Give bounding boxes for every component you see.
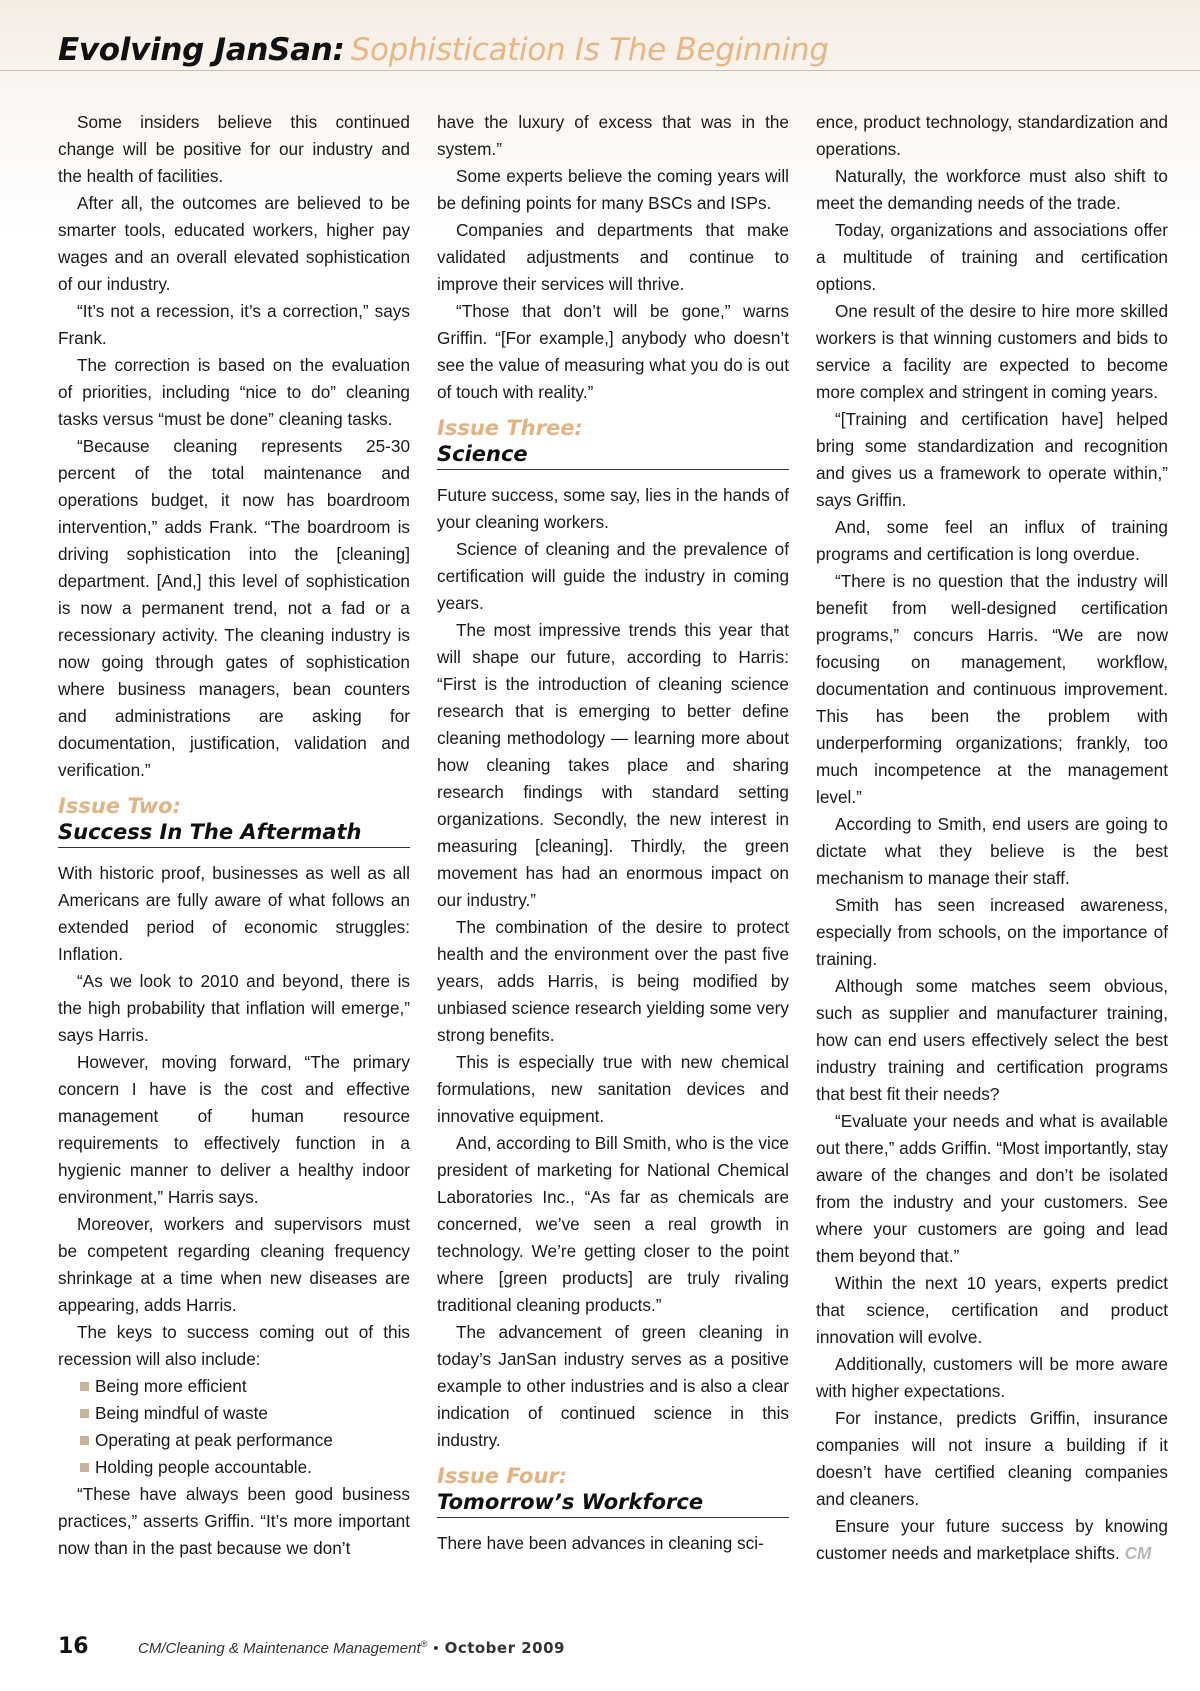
column-2: [437, 109, 789, 1557]
list-item-text: Operating at peak performance: [95, 1430, 333, 1450]
issue-date: October 2009: [444, 1639, 565, 1657]
registered-mark: ®: [420, 1639, 428, 1649]
paragraph: And, some feel an influx of training programs and certification is long overdue.: [816, 517, 1168, 564]
paragraph: Science of cleaning and the prevalence of certification will guide the industry in coming years.: [437, 539, 789, 613]
paragraph: The advancement of green cleaning in today’s JanSan industry serves as a positive example to other industries and is also a clear indication of continued science in this industry.: [437, 1322, 789, 1450]
paragraph: “Those that don’t will be gone,” warns Griffin. “[For example,] anybody who doesn’t see the value of measuring what you do is out of touch with reality.”: [437, 301, 789, 402]
section-number: Issue Three:: [437, 416, 583, 440]
paragraph: ence, product technology, standardization and operations.: [816, 112, 1168, 159]
title-series: Evolving JanSan:: [58, 32, 345, 68]
paragraph: “It’s not a recession, it’s a correction,” says Frank.: [58, 301, 410, 348]
paragraph: After all, the outcomes are believed to be smarter tools, educated workers, higher pay wages and an overall elevated sophistication of our industry.: [58, 193, 410, 294]
paragraph: Within the next 10 years, experts predict that science, certification and product innovation will evolve.: [816, 1273, 1168, 1347]
paragraph: This is especially true with new chemical formulations, new sanitation devices and innovative equipment.: [437, 1052, 789, 1126]
end-mark: CM: [1124, 1543, 1152, 1563]
paragraph: According to Smith, end users are going to dictate what they believe is the best mechanism to manage their staff.: [816, 814, 1168, 888]
paragraph: “These have always been good business practices,” asserts Griffin. “It’s more important now than in the past because we don’t: [58, 1484, 410, 1558]
header-rule: [0, 70, 1200, 71]
keys-list: [58, 1373, 410, 1481]
paragraph: Naturally, the workforce must also shift to meet the demanding needs of the trade.: [816, 166, 1168, 213]
paragraph: And, according to Bill Smith, who is the vice president of marketing for National Chemical Laboratories Inc., “As far as chemicals are concerned, we’ve seen a real growth in technology. We’re getting closer to the point where [green products] are truly rivaling traditional cleaning products.”: [437, 1133, 789, 1315]
magazine-name: [138, 1640, 427, 1657]
section-heading-issue-three: [437, 415, 789, 470]
list-item: [80, 1373, 410, 1400]
page-number: 16: [58, 1634, 89, 1659]
paragraph: Smith has seen increased awareness, especially from schools, on the importance of training.: [816, 895, 1168, 969]
section-title: Science: [437, 442, 528, 466]
closing-paragraph: [816, 1513, 1168, 1567]
page-footer: [58, 1634, 565, 1659]
paragraph: One result of the desire to hire more skilled workers is that winning customers and bids to service a facility are expected to become more complex and stringent in coming years.: [816, 301, 1168, 402]
paragraph: “There is no question that the industry will benefit from well-designed certification programs,” concurs Harris. “We are now focusing on management, workflow, documentation and continuous improvement. This has been the problem with underperforming organizations; frankly, too much incompetence at the management level.”: [816, 571, 1168, 807]
footer-separator: •: [433, 1640, 439, 1657]
square-bullet-icon: [80, 1463, 89, 1472]
paragraph: Additionally, customers will be more aware with higher expectations.: [816, 1354, 1168, 1401]
paragraph: “Evaluate your needs and what is available out there,” adds Griffin. “Most importantly, stay aware of the changes and don’t be isolated from the industry and your customers. See where your customers are going and lead them beyond that.”: [816, 1111, 1168, 1266]
column-1: [58, 109, 410, 1562]
paragraph: The keys to success coming out of this recession will also include:: [58, 1322, 410, 1369]
paragraph: Today, organizations and associations offer a multitude of training and certification options.: [816, 220, 1168, 294]
section-number: Issue Four:: [437, 1464, 568, 1488]
paragraph: “[Training and certification have] helped bring some standardization and recognition and gives us a framework to operate within,” says Griffin.: [816, 409, 1168, 510]
page-title: [58, 32, 829, 68]
section-heading-issue-two: [58, 793, 410, 848]
closing-text: Ensure your future success by knowing customer needs and marketplace shifts.: [816, 1516, 1168, 1563]
title-headline: Sophistication Is The Beginning: [350, 32, 829, 68]
section-heading-issue-four: [437, 1463, 789, 1518]
paragraph: For instance, predicts Griffin, insurance companies will not insure a building if it doesn’t have certified cleaning companies and cleaners.: [816, 1408, 1168, 1509]
paragraph: Future success, some say, lies in the hands of your cleaning workers.: [437, 485, 789, 532]
list-item: [80, 1454, 410, 1481]
list-item: [80, 1400, 410, 1427]
square-bullet-icon: [80, 1382, 89, 1391]
paragraph: However, moving forward, “The primary concern I have is the cost and effective management of human resource requirements to effectively function in a hygienic manner to deliver a healthy indoor environment,” Harris says.: [58, 1052, 410, 1207]
list-item-text: Being mindful of waste: [95, 1403, 268, 1423]
paragraph: There have been advances in cleaning sci-: [437, 1533, 764, 1553]
paragraph: Moreover, workers and supervisors must be competent regarding cleaning frequency shrinkage at a time when new diseases are appearing, adds Harris.: [58, 1214, 410, 1315]
section-number: Issue Two:: [58, 794, 181, 818]
section-title: Tomorrow’s Workforce: [437, 1490, 704, 1514]
section-title: Success In The Aftermath: [58, 820, 362, 844]
paragraph: Some experts believe the coming years will be defining points for many BSCs and ISPs.: [437, 166, 789, 213]
column-3: [816, 109, 1168, 1567]
paragraph: The combination of the desire to protect health and the environment over the past five years, adds Harris, is being modified by unbiased science research yielding some very strong benefits.: [437, 917, 789, 1045]
magazine-title: CM/Cleaning & Maintenance Management: [138, 1640, 421, 1657]
list-item-text: Holding people accountable.: [95, 1457, 312, 1477]
paragraph: The most impressive trends this year that will shape our future, according to Harris: “First is the introduction of cleaning science research that is emerging to better define cleaning methodology — learning more about how cleaning takes place and sharing research findings with standard setting organizations. Secondly, the new interest in measuring [cleaning]. Thirdly, the green movement has had an enormous impact on our industry.”: [437, 620, 789, 910]
paragraph: With historic proof, businesses as well as all Americans are fully aware of what follows an extended period of economic struggles: Inflation.: [58, 863, 410, 964]
square-bullet-icon: [80, 1436, 89, 1445]
list-item-text: Being more efficient: [95, 1376, 247, 1396]
square-bullet-icon: [80, 1409, 89, 1418]
paragraph: “Because cleaning represents 25-30 percent of the total maintenance and operations budget, it now has boardroom intervention,” adds Frank. “The boardroom is driving sophistication into the [cleaning] department. [And,] this level of sophistication is now a permanent trend, not a fad or a recessionary activity. The cleaning industry is now going through gates of sophistication where business managers, bean counters and administrations are asking for documentation, justification, validation and verification.”: [58, 436, 410, 780]
paragraph: Companies and departments that make validated adjustments and continue to improve their services will thrive.: [437, 220, 789, 294]
list-item: [80, 1427, 410, 1454]
paragraph: The correction is based on the evaluation of priorities, including “nice to do” cleaning tasks versus “must be done” cleaning tasks.: [58, 355, 410, 429]
paragraph: “As we look to 2010 and beyond, there is the high probability that inflation will emerge,” says Harris.: [58, 971, 410, 1045]
paragraph: Although some matches seem obvious, such as supplier and manufacturer training, how can end users effectively select the best industry training and certification programs that best fit their needs?: [816, 976, 1168, 1104]
paragraph: have the luxury of excess that was in the system.”: [437, 112, 789, 159]
paragraph: Some insiders believe this continued change will be positive for our industry and the health of facilities.: [58, 112, 410, 186]
